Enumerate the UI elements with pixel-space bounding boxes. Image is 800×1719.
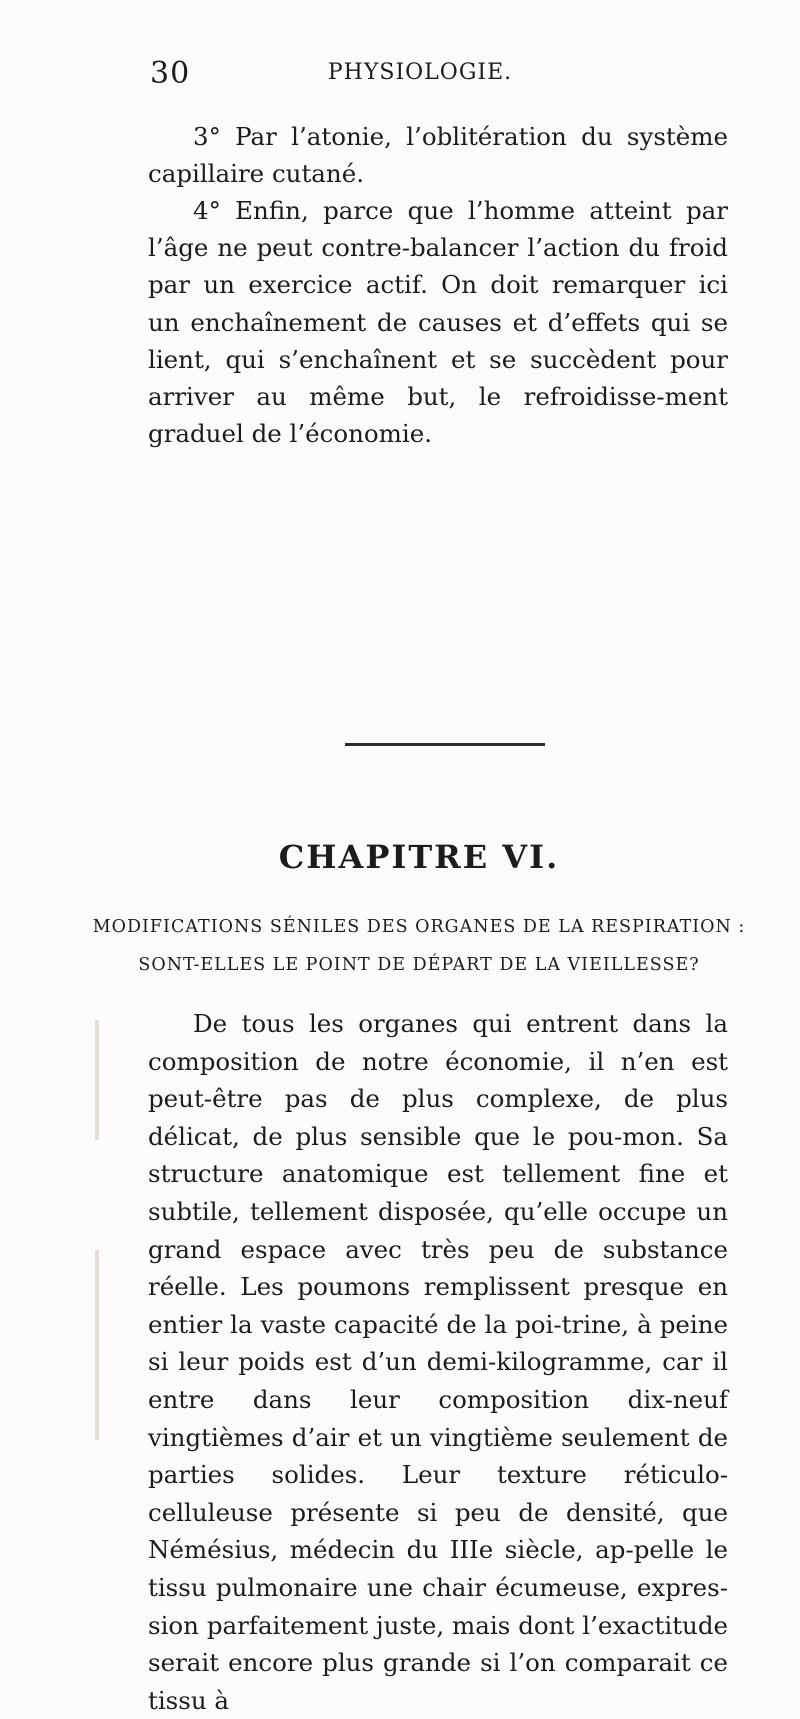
body-paragraph xyxy=(148,1005,728,1719)
chapter-title: CHAPITRE VI. xyxy=(278,838,560,876)
paragraph-item-3-text: 3° Par l’atonie, l’oblitération du système capillaire cutané. xyxy=(148,122,728,189)
page-number: 30 xyxy=(150,56,191,91)
page-header xyxy=(0,56,800,100)
paragraph-item-4-text: 4° Enfin, parce que l’homme atteint par l’âge ne peut contre-balancer l’action du froid par un exercice actif. On doit remarquer ici un enchaînement de causes et d’effets qui se lient, qui s’enchaînent et se succèdent pour arriver au même but, le refroidisse-ment graduel de l’économie. xyxy=(148,196,728,449)
section-divider xyxy=(345,743,545,746)
margin-stain xyxy=(95,1250,99,1440)
chapter-subtitle-line-2: SONT-ELLES LE POINT DE DÉPART DE LA VIEILLESSE? xyxy=(138,955,700,975)
paragraph-item-3 xyxy=(148,118,728,192)
body-paragraph-text: De tous les organes qui entrent dans la composition de notre économie, il n’en est peut-être pas de plus complexe, de plus délicat, de plus sensible que le pou-mon. Sa structure anatomique est tellement fine et subtile, tellement disposée, qu’elle occupe un grand espace avec très peu de substance réelle. Les poumons remplissent presque en entier la vaste capacité de la poi-trine, à peine si leur poids est d’un demi-kilogramme, car il entre dans leur composition dix-neuf vingtièmes d’air et un vingtième seulement de parties solides. Leur texture réticulo-celluleuse présente si peu de densité, que Némésius, médecin du IIIe siècle, ap-pelle le tissu pulmonaire une chair écumeuse, expres-sion parfaitement juste, mais dont l’exactitude serait encore plus grande si l’on comparait ce tissu à xyxy=(148,1009,728,1715)
running-head: PHYSIOLOGIE. xyxy=(327,60,513,85)
chapter-subtitle-line-1: MODIFICATIONS SÉNILES DES ORGANES DE LA RESPIRATION : xyxy=(92,917,746,937)
paragraph-item-4 xyxy=(148,192,728,452)
margin-stain xyxy=(95,1020,99,1140)
